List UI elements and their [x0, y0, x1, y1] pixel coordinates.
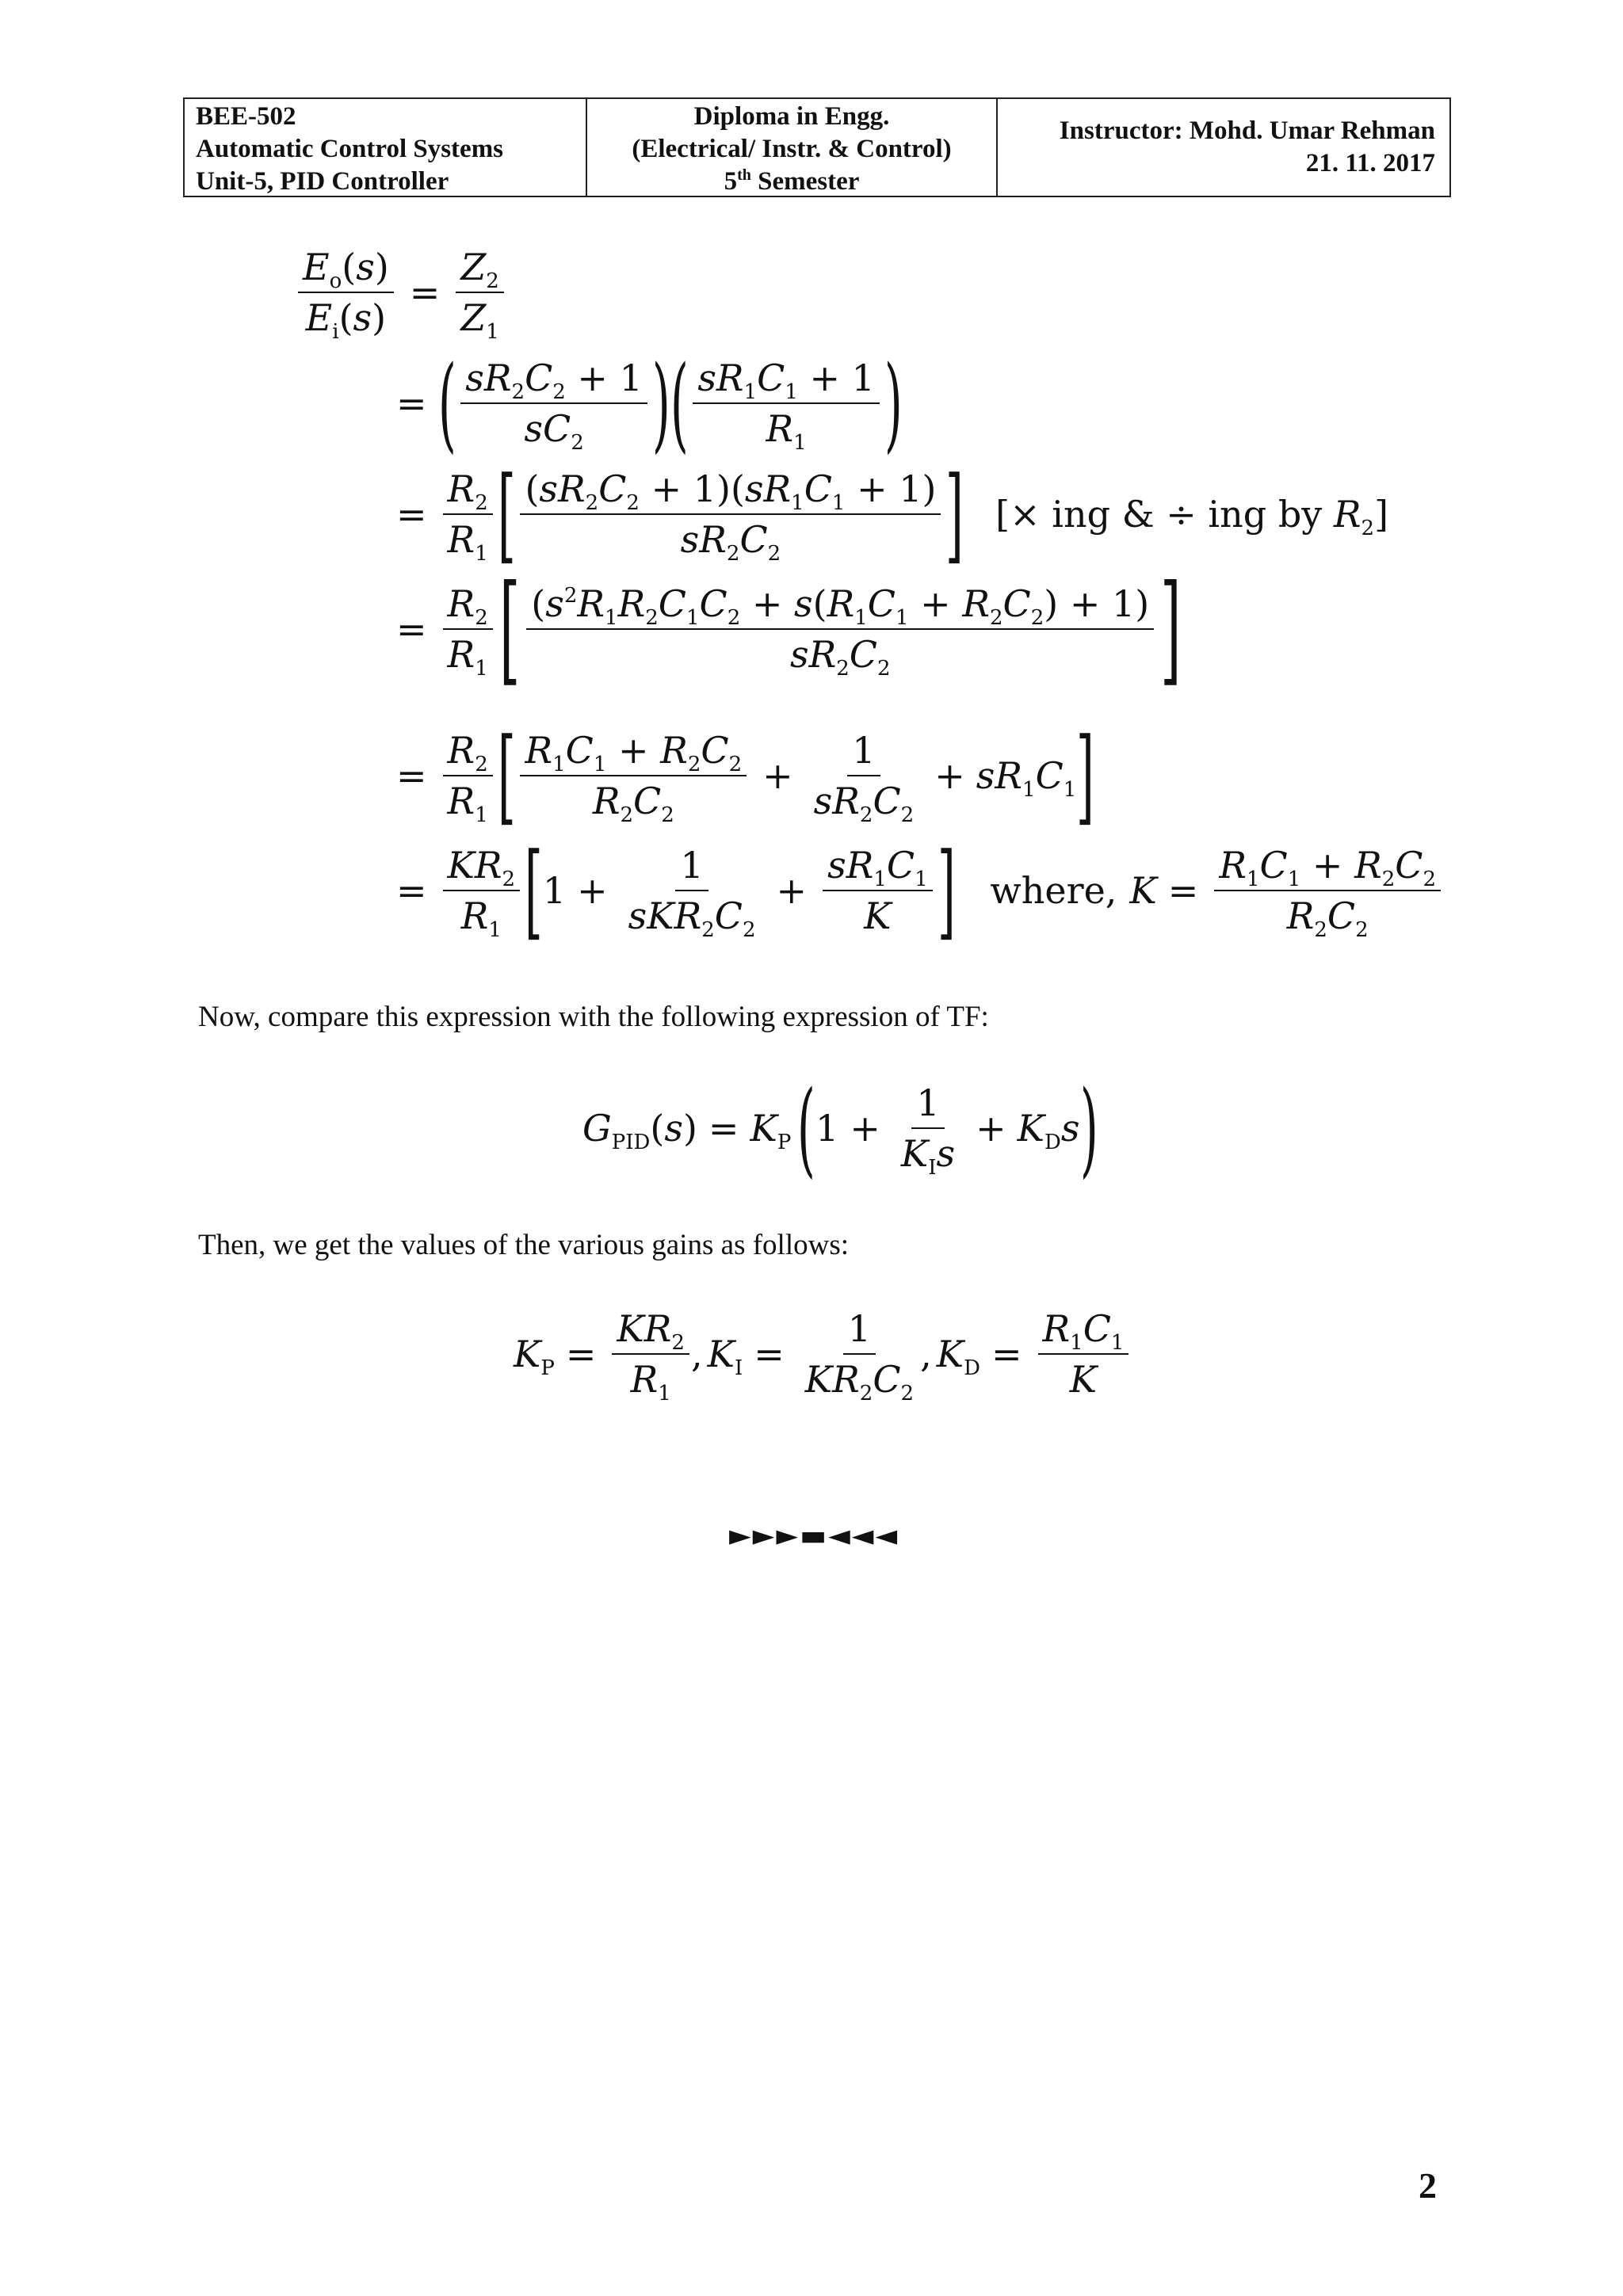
semester-number: 5 — [724, 167, 738, 196]
header-table — [183, 97, 1451, 197]
end-of-section-mark: ►►►▬◄◄◄ — [729, 1520, 899, 1552]
gains-paragraph: Then, we get the values of the various gains as follows: — [198, 1229, 849, 1261]
course-code: BEE-502 — [196, 102, 296, 131]
fraction-eo-ei: $\frac{E_o(s)}{E_i(s)}$ — [298, 246, 394, 339]
compare-paragraph: Now, compare this expression with the following expression of TF: — [198, 1001, 989, 1033]
header-program-cell — [587, 99, 998, 196]
semester-word: Semester — [758, 167, 860, 196]
semester-suffix: th — [737, 166, 751, 184]
where-label: where, — [990, 869, 1117, 912]
equation-line-2: = ( $\frac{sR_2C_2 + 1}{sC_2}$ ) ( $\frac{sR_1C_1 + 1}{R_1}$ ) — [396, 343, 903, 463]
pid-transfer-function: $G_{PID}(s)$ = $K_P$ ( 1 + $\frac{1}{K_Is}$ + $K_Ds$ ) — [582, 1068, 1098, 1188]
course-title: Automatic Control Systems — [196, 135, 504, 163]
program-line2: (Electrical/ Instr. & Control) — [632, 135, 952, 163]
fraction-z2-z1: $\frac{Z_2}{Z_1}$ — [456, 246, 504, 339]
equation-line-5: = $\frac{R_2}{R_1}$ [ $\frac{R_1C_1 + R_2C_2}{R_2C_2}$ + $\frac{1}{sR_2C_2}$ + $sR_1C_1$ ] — [396, 715, 1095, 836]
equation-line-1: $\frac{E_o(s)}{E_i(s)}$ = $\frac{Z_2}{Z_1}$ — [293, 246, 509, 339]
semester — [587, 166, 996, 198]
gain-values: $K_P$ = $\frac{KR_2}{R_1}$ , $K_I$ = $\frac{1}{KR_2C_2}$ , $K_D$ = $\frac{R_1C_1}{K}$ — [514, 1307, 1133, 1401]
header-instructor-cell — [998, 99, 1449, 196]
multiply-divide-note: [× ing & ÷ ing by $R_2$] — [995, 493, 1389, 540]
program-line1: Diploma in Engg. — [693, 102, 890, 131]
unit-title: Unit-5, PID Controller — [196, 167, 449, 196]
instructor-name: Instructor: Mohd. Umar Rehman — [1059, 116, 1435, 145]
equation-line-3: = $\frac{R_2}{R_1}$ [ $\frac{(sR_2C_2 + 1)(sR_1C_1 + 1)}{sR_2C_2}$ ] [× ing & ÷ ing by $R_2$] — [396, 454, 1389, 574]
equation-line-4: = $\frac{R_2}{R_1}$ [ $\frac{(s^2R_1R_2C_1C_2 + s(R_1C_1 + R_2C_2) + 1)}{sR_2C_2}$ ] — [396, 560, 1182, 698]
lecture-date: 21. 11. 2017 — [1305, 149, 1435, 177]
header-course-cell — [185, 99, 587, 196]
equation-line-6: = $\frac{KR_2}{R_1}$ [ 1 + $\frac{1}{sKR_2C_2}$ + $\frac{sR_1C_1}{K}$ ] where, K = $\frac{R_1C_1 + R_2C_2}{R_2C_2}$ — [396, 844, 1445, 937]
page-number: 2 — [1419, 2165, 1437, 2206]
